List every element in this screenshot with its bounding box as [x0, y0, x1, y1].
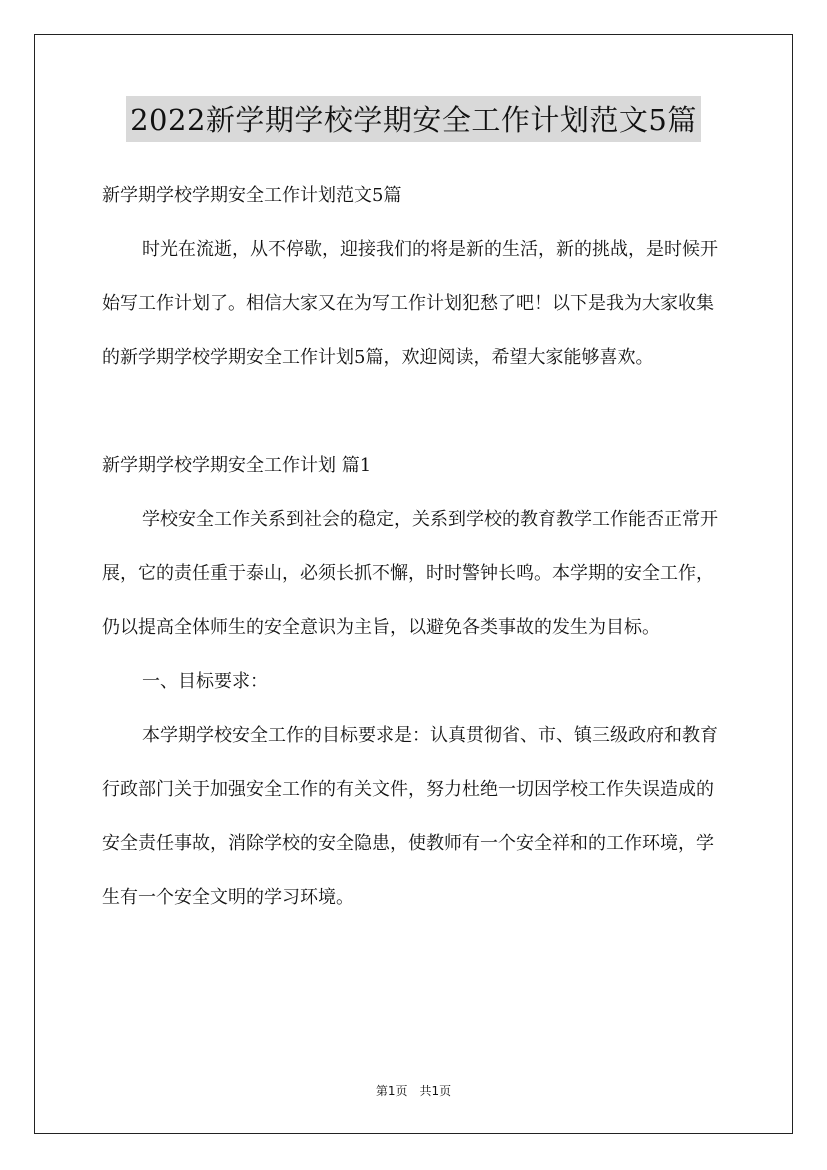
- section-heading: 新学期学校学期安全工作计划 篇1: [102, 455, 372, 476]
- paragraph-spacer: [102, 385, 728, 439]
- document-title: 2022新学期学校学期安全工作计划范文5篇: [126, 96, 701, 142]
- goal-heading: 一、目标要求：: [142, 671, 268, 692]
- section-paragraph: 学校安全工作关系到社会的稳定，关系到学校的教育教学工作能否正常开展，它的责任重于泰山，必须长抓不懈，时时警钟长鸣。本学期的安全工作，仍以提高全体师生的安全意识为主旨，以避免各类事故的发生为目标。: [102, 509, 718, 638]
- page-number: 第1页 共1页: [375, 1084, 452, 1098]
- goal-paragraph: 本学期学校安全工作的目标要求是：认真贯彻省、市、镇三级政府和教育行政部门关于加强安全工作的有关文件，努力杜绝一切因学校工作失误造成的安全责任事故，消除学校的安全隐患，使教师有一个安全祥和的工作环境，学生有一个安全文明的学习环境。: [102, 725, 718, 908]
- title-container: [0, 96, 827, 142]
- document-body: [102, 169, 728, 925]
- intro-paragraph: 时光在流逝，从不停歇，迎接我们的将是新的生活，新的挑战，是时候开始写工作计划了。相信大家又在为写工作计划犯愁了吧！以下是我为大家收集的新学期学校学期安全工作计划5篇，欢迎阅读，希望大家能够喜欢。: [102, 239, 718, 368]
- document-subtitle: 新学期学校学期安全工作计划范文5篇: [102, 185, 402, 206]
- page-footer: [0, 1082, 827, 1099]
